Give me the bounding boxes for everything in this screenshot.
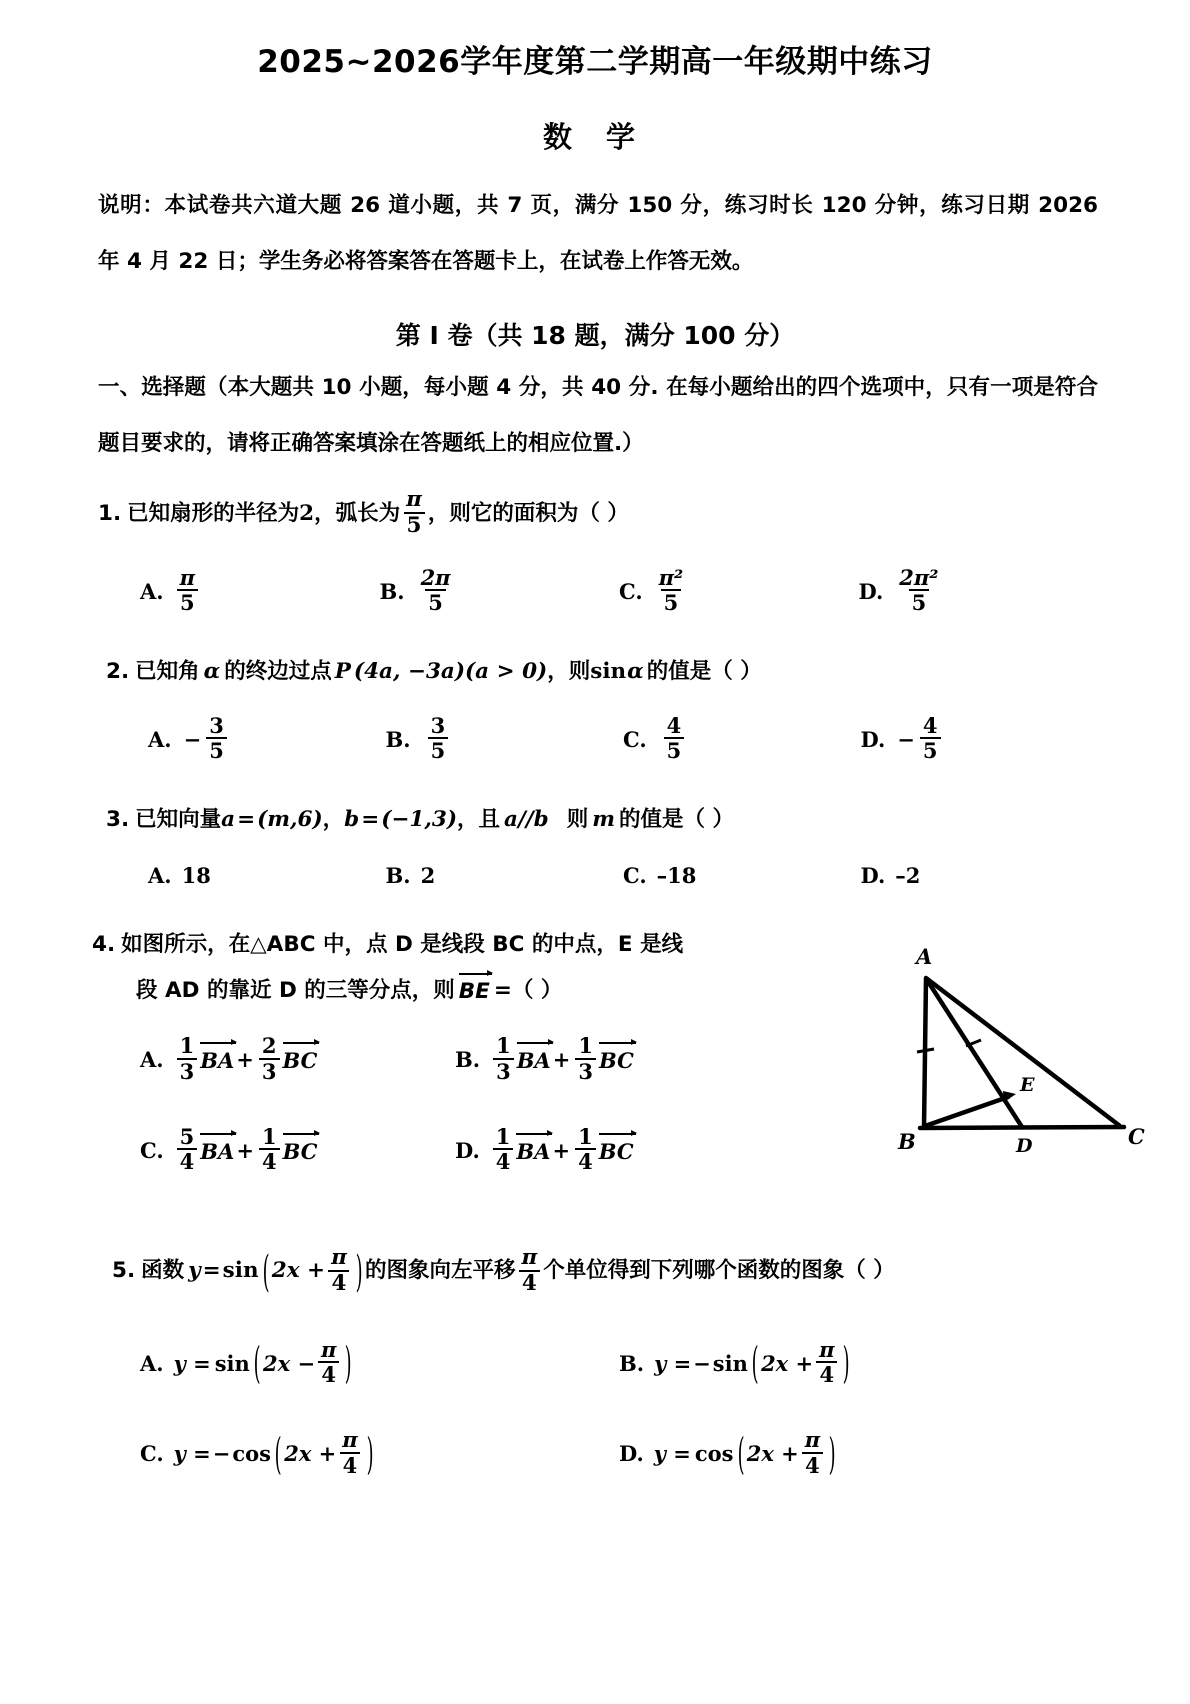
option-label: A.: [148, 726, 172, 752]
question-4-text-line2-post: =（ ）: [493, 978, 563, 1004]
question-4-option-c[interactable]: [140, 1123, 455, 1175]
option-label: C.: [140, 1441, 164, 1467]
exam-instructions: 说明：本试卷共六道大题 26 道小题，共 7 页，满分 150 分，练习时长 120 分钟，练习日期 2026 年 4 月 22 日；学生务必将答案答在答题卡上，在试卷上作答无效。: [98, 193, 1098, 275]
question-4-text-line1: 如图所示，在△ABC 中，点 D 是线段 BC 的中点，E 是线: [121, 932, 684, 958]
option-vector-2: BC: [282, 1138, 318, 1164]
fraction-numerator: 2π: [420, 565, 451, 591]
option-fraction: [656, 567, 687, 614]
fraction-numerator: 4: [922, 712, 938, 738]
option-fraction: [206, 712, 227, 764]
question-4-option-a[interactable]: [140, 1033, 455, 1084]
question-2-text-d: 的值是（ ）: [646, 658, 762, 684]
question-1: [0, 487, 1190, 616]
question-2: [0, 659, 1190, 763]
question-2-option-b[interactable]: [385, 712, 624, 764]
question-3-text-a: 已知向量: [135, 806, 222, 832]
option-fraction: [418, 567, 454, 614]
question-2-text-a: 已知角: [135, 658, 200, 684]
question-5-inner: 2x +: [271, 1258, 326, 1284]
option-sign: −: [693, 1350, 711, 1376]
fraction-denominator: 3: [493, 1058, 514, 1082]
question-5-shift-fraction: [519, 1244, 541, 1296]
question-2-alpha: α: [203, 658, 221, 684]
question-5-inner-fraction: [328, 1244, 350, 1296]
question-1-arc-fraction: [403, 489, 425, 537]
option-inner: 2x −: [263, 1350, 316, 1376]
question-3-text-d: 的值是（ ）: [618, 806, 734, 832]
right-paren-icon: ): [828, 1429, 836, 1479]
option-label: D.: [860, 726, 886, 752]
fraction-numerator: 3: [430, 712, 446, 738]
option-sign: −: [183, 726, 202, 752]
plus-sign: +: [552, 1137, 571, 1163]
option-label: B.: [619, 1350, 645, 1376]
plus-sign: +: [552, 1047, 571, 1073]
option-inner: 2x +: [746, 1441, 799, 1467]
option-label: C.: [140, 1137, 164, 1163]
fraction-denominator: 3: [259, 1058, 280, 1082]
question-2-number: 2.: [106, 658, 130, 684]
fraction-denominator: 5: [206, 737, 227, 761]
question-4-text-line2-pre: 段 AD 的靠近 D 的三等分点，则: [136, 978, 455, 1004]
question-3-number: 3.: [106, 806, 130, 832]
figure-label-b: B: [898, 1129, 916, 1154]
right-paren-icon: ): [843, 1338, 851, 1388]
fraction-numerator: 1: [496, 1033, 511, 1059]
option-function: cos: [694, 1441, 734, 1467]
question-5-text-b: 的图象向左平移: [365, 1258, 516, 1284]
question-2-option-d[interactable]: [860, 712, 1099, 764]
question-3-text-b: ，且: [457, 806, 501, 832]
question-2-coords: (4a, −3a)(a > 0): [353, 658, 548, 684]
fraction-denominator: 3: [177, 1058, 198, 1082]
question-4-options-row-2: [140, 1123, 770, 1175]
fraction-denominator: 5: [920, 737, 941, 761]
right-paren-icon: ): [345, 1338, 353, 1388]
fraction-numerator: π: [819, 1336, 835, 1362]
question-4-vector-be: BE: [458, 979, 490, 1005]
fraction-numerator: 1: [261, 1123, 277, 1149]
left-paren-icon: (: [262, 1246, 270, 1297]
figure-label-e: E: [1020, 1074, 1035, 1096]
question-1-stem: [98, 487, 1098, 539]
option-label: B.: [455, 1047, 481, 1073]
question-1-radius: 2: [299, 500, 315, 526]
question-1-text-mid: ，弧长为: [314, 500, 401, 526]
question-1-text-pre: 已知扇形的半径为: [127, 500, 300, 526]
question-3-parallel-expr: a//b: [504, 806, 549, 832]
figure-label-d: D: [1016, 1135, 1033, 1157]
equals-sign: =: [237, 806, 256, 832]
fraction-numerator: 1: [578, 1033, 593, 1059]
question-5: [0, 1244, 1190, 1479]
triangle-figure-question-4: [824, 936, 1154, 1168]
fraction-denominator: 4: [802, 1452, 823, 1476]
option-value: –2: [895, 863, 921, 889]
fraction-numerator: π: [321, 1336, 337, 1362]
option-function: cos: [232, 1441, 271, 1467]
question-4-option-b[interactable]: [455, 1033, 770, 1084]
left-paren-icon: (: [737, 1429, 745, 1479]
fraction-denominator: 5: [664, 737, 685, 761]
question-2-alpha-2: α: [627, 658, 644, 684]
option-fraction: [177, 567, 198, 614]
left-paren-icon: (: [253, 1338, 261, 1388]
question-5-expression: [260, 1244, 365, 1297]
option-label: C.: [623, 726, 647, 752]
fraction-denominator: 4: [340, 1452, 361, 1476]
equals-sign: =: [202, 1258, 221, 1284]
option-value: –18: [656, 863, 697, 889]
part-one-heading: 第 I 卷（共 18 题，满分 100 分）: [395, 321, 795, 351]
exam-paper-page: [0, 44, 1190, 1704]
question-4-number: 4.: [92, 932, 116, 958]
fraction-numerator: 2: [261, 1033, 277, 1059]
option-label: A.: [140, 578, 164, 604]
question-2-text-b: 的终边过点: [224, 658, 332, 684]
question-3-vector-b: b: [344, 806, 360, 832]
figure-label-c: C: [1128, 1124, 1145, 1149]
option-function: sin: [712, 1350, 748, 1376]
question-4-stem-line-2: [92, 977, 770, 1006]
option-label: C.: [623, 863, 647, 889]
fraction-denominator: 4: [519, 1270, 540, 1295]
option-vector-1: BA: [200, 1048, 235, 1074]
fraction-numerator: 2π²: [899, 565, 939, 591]
fraction-numerator: π: [342, 1427, 358, 1453]
option-fraction: [802, 1429, 823, 1476]
question-2-point-p: P: [334, 658, 351, 684]
question-4-option-d[interactable]: [455, 1123, 770, 1175]
fraction-denominator: 4: [816, 1361, 837, 1385]
question-3: [0, 807, 1190, 889]
question-1-option-d[interactable]: [858, 565, 1099, 616]
right-paren-icon: ): [355, 1246, 363, 1297]
question-5-text-c: 个单位得到下列哪个函数的图象（ ）: [543, 1258, 895, 1284]
fraction-denominator: 4: [575, 1148, 596, 1172]
plus-sign: +: [236, 1137, 254, 1163]
left-paren-icon: (: [274, 1429, 282, 1479]
option-vector-1: BA: [200, 1138, 235, 1164]
option-label: D.: [858, 578, 884, 604]
option-label: B.: [385, 863, 411, 889]
question-5-y: y: [188, 1258, 201, 1284]
option-fraction: [664, 712, 685, 764]
question-3-stem: [106, 807, 1098, 834]
figure-label-a: A: [916, 944, 933, 969]
question-1-text-post: ，则它的面积为（ ）: [427, 500, 629, 526]
question-2-option-a[interactable]: [148, 712, 386, 764]
fraction-denominator: 5: [404, 512, 425, 537]
comma-sep: ，: [322, 806, 345, 832]
question-3-option-c[interactable]: [623, 863, 861, 888]
question-1-option-a[interactable]: [140, 565, 380, 616]
fraction-numerator: π: [179, 565, 195, 591]
option-fraction: [816, 1336, 837, 1388]
question-4-stem-line-1: [92, 932, 770, 959]
option-inner: 2x +: [284, 1441, 337, 1467]
option-lhs: y =: [653, 1441, 691, 1467]
question-1-option-c[interactable]: [619, 565, 859, 616]
question-5-sin: sin: [222, 1258, 259, 1284]
fraction-denominator: 5: [428, 737, 449, 761]
subject-title: 数 学: [542, 120, 648, 155]
option-fraction: [339, 1429, 360, 1476]
option-fraction: [428, 712, 449, 764]
page-title: 2025~2026学年度第二学期高一年级期中练习: [257, 44, 933, 80]
question-3-coord-a: (m,6): [257, 806, 323, 832]
fraction-numerator: π: [521, 1244, 538, 1270]
option-vector-2: BC: [282, 1048, 318, 1074]
left-paren-icon: (: [751, 1338, 759, 1388]
option-lhs: y =: [654, 1350, 692, 1376]
fraction-denominator: 4: [328, 1270, 349, 1295]
option-vector-2: BC: [598, 1048, 634, 1074]
fraction-denominator: 5: [177, 589, 198, 613]
fraction-numerator: 3: [209, 712, 224, 738]
question-5-text-a: 函数: [141, 1258, 185, 1284]
question-3-options: [106, 863, 1098, 888]
question-1-number: 1.: [98, 500, 122, 526]
option-vector-1: BA: [516, 1138, 551, 1164]
question-2-stem: [106, 659, 1098, 686]
option-value: 18: [181, 863, 211, 889]
option-fraction: [920, 712, 941, 764]
question-1-option-b[interactable]: [379, 565, 620, 616]
option-sign: −: [897, 726, 915, 752]
option-sign: −: [212, 1441, 231, 1467]
question-5-option-b[interactable]: [619, 1336, 1098, 1388]
question-3-option-a[interactable]: [148, 863, 386, 888]
question-3-vector-a: a: [221, 806, 236, 832]
question-5-option-c[interactable]: [140, 1427, 619, 1479]
right-paren-icon: ): [366, 1429, 374, 1479]
option-label: B.: [379, 578, 405, 604]
option-inner: 2x +: [761, 1350, 814, 1376]
plus-sign: +: [236, 1047, 254, 1073]
option-coefficient-1: [177, 1123, 198, 1175]
option-coefficient-2: [259, 1123, 280, 1175]
fraction-numerator: π: [331, 1244, 347, 1270]
option-vector-1: BA: [516, 1048, 551, 1074]
fraction-denominator: 4: [259, 1148, 280, 1172]
option-label: D.: [619, 1441, 644, 1467]
question-4-options-row-1: [140, 1033, 770, 1084]
option-label: B.: [385, 726, 411, 752]
fraction-numerator: π²: [658, 565, 684, 591]
option-value: 2: [420, 863, 436, 889]
question-3-m: m: [592, 806, 615, 832]
question-2-options: [106, 712, 1098, 764]
question-2-option-c[interactable]: [623, 712, 861, 764]
question-3-text-c: 则: [566, 806, 589, 832]
question-5-number: 5.: [112, 1258, 136, 1284]
option-coefficient-1: [177, 1035, 198, 1082]
fraction-denominator: 5: [661, 589, 682, 613]
option-label: C.: [619, 578, 643, 604]
option-coefficient-1: [493, 1123, 514, 1175]
option-fraction: [318, 1336, 339, 1388]
option-vector-2: BC: [598, 1138, 634, 1164]
fraction-denominator: 3: [575, 1058, 596, 1082]
question-5-options-row-2: [112, 1427, 1098, 1479]
fraction-numerator: π: [406, 487, 422, 513]
fraction-numerator: 4: [666, 712, 682, 738]
question-5-stem: [112, 1244, 1098, 1297]
option-label: A.: [140, 1047, 164, 1073]
question-3-option-b[interactable]: [386, 863, 624, 888]
equals-sign-2: =: [361, 806, 380, 832]
fraction-numerator: 1: [179, 1033, 195, 1059]
fraction-denominator: 4: [177, 1148, 198, 1172]
option-coefficient-2: [575, 1123, 596, 1175]
option-label: A.: [140, 1350, 164, 1376]
option-fraction: [896, 567, 941, 614]
fraction-denominator: 5: [909, 589, 930, 613]
option-label: D.: [455, 1137, 480, 1163]
fraction-denominator: 4: [318, 1361, 339, 1385]
question-1-options: [98, 565, 1098, 616]
fraction-numerator: 1: [495, 1123, 511, 1149]
question-5-option-d[interactable]: [619, 1427, 1098, 1479]
question-5-option-a[interactable]: [140, 1336, 619, 1388]
section-one-intro: 一、选择题（本大题共 10 小题，每小题 4 分，共 40 分. 在每小题给出的四个选项中，只有一项是符合题目要求的，请将正确答案填涂在答题纸上的相应位置.）: [98, 375, 1098, 457]
option-function: sin: [214, 1350, 250, 1376]
option-label: A.: [148, 863, 172, 889]
option-coefficient-2: [575, 1035, 596, 1082]
fraction-denominator: 4: [493, 1148, 514, 1172]
option-coefficient-2: [259, 1035, 280, 1082]
option-lhs: y =: [173, 1350, 211, 1376]
question-5-options-row-1: [112, 1336, 1098, 1388]
question-2-text-c: ，则: [547, 658, 591, 684]
fraction-denominator: 5: [425, 589, 446, 613]
fraction-numerator: 1: [578, 1123, 593, 1149]
fraction-numerator: 5: [179, 1123, 195, 1149]
question-3-coord-b: (−1,3): [381, 806, 457, 832]
fraction-numerator: π: [804, 1427, 821, 1453]
question-2-sin: sin: [590, 658, 627, 684]
question-3-option-d[interactable]: [861, 863, 1099, 888]
option-coefficient-1: [493, 1035, 514, 1082]
option-lhs: y =: [173, 1441, 211, 1467]
option-label: D.: [860, 863, 886, 889]
